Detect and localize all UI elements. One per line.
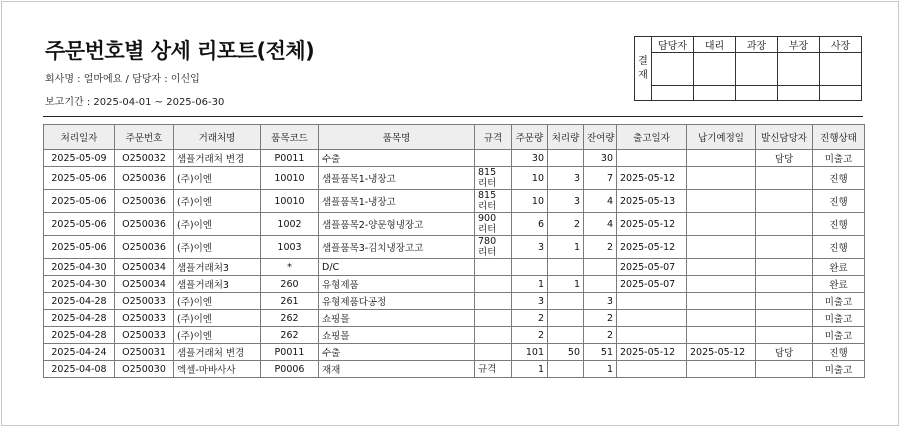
cell-remain: 3 bbox=[584, 293, 617, 310]
cell-client: (주)이엔 bbox=[174, 293, 261, 310]
cell-mgr bbox=[756, 213, 813, 236]
cell-remain bbox=[584, 276, 617, 293]
cell-date: 2025-04-30 bbox=[44, 259, 115, 276]
cell-done bbox=[548, 327, 584, 344]
approval-sign-cell bbox=[694, 53, 736, 86]
cell-item: 샘플품목1-냉장고 bbox=[319, 167, 475, 190]
cell-due: 2025-05-12 bbox=[687, 344, 756, 361]
cell-mgr bbox=[756, 361, 813, 378]
cell-spec bbox=[475, 276, 512, 293]
cell-date: 2025-05-06 bbox=[44, 167, 115, 190]
cell-order: O250033 bbox=[115, 310, 174, 327]
cell-remain: 4 bbox=[584, 213, 617, 236]
cell-status: 진행 bbox=[813, 213, 865, 236]
table-row bbox=[44, 213, 865, 236]
col-header: 납기예정일 bbox=[687, 125, 756, 150]
cell-date: 2025-04-28 bbox=[44, 310, 115, 327]
cell-code: 261 bbox=[261, 293, 319, 310]
cell-status: 진행 bbox=[813, 190, 865, 213]
cell-done bbox=[548, 310, 584, 327]
cell-spec bbox=[475, 344, 512, 361]
cell-mgr bbox=[756, 259, 813, 276]
cell-due bbox=[687, 276, 756, 293]
cell-client: 샘플거래처 변경 bbox=[174, 150, 261, 167]
cell-date: 2025-05-09 bbox=[44, 150, 115, 167]
cell-mgr bbox=[756, 327, 813, 344]
cell-mgr bbox=[756, 293, 813, 310]
table-row bbox=[44, 167, 865, 190]
table-row bbox=[44, 327, 865, 344]
cell-ship: 2025-05-12 bbox=[617, 213, 687, 236]
cell-order: O250034 bbox=[115, 259, 174, 276]
cell-status: 미출고 bbox=[813, 293, 865, 310]
cell-spec: 900 리터 bbox=[475, 213, 512, 236]
cell-order: O250036 bbox=[115, 236, 174, 259]
cell-client: 엑셀-마바사사 bbox=[174, 361, 261, 378]
cell-qty: 6 bbox=[512, 213, 548, 236]
col-header: 품목코드 bbox=[261, 125, 319, 150]
cell-done: 1 bbox=[548, 276, 584, 293]
cell-qty: 10 bbox=[512, 190, 548, 213]
cell-mgr bbox=[756, 190, 813, 213]
cell-order: O250030 bbox=[115, 361, 174, 378]
cell-item: 쇼핑몰 bbox=[319, 327, 475, 344]
cell-item: 샘플품목3-김치냉장고고 bbox=[319, 236, 475, 259]
cell-due bbox=[687, 213, 756, 236]
cell-order: O250031 bbox=[115, 344, 174, 361]
cell-spec bbox=[475, 327, 512, 344]
col-header: 품목명 bbox=[319, 125, 475, 150]
table-row bbox=[44, 276, 865, 293]
col-header: 잔여량 bbox=[584, 125, 617, 150]
cell-spec bbox=[475, 150, 512, 167]
cell-client: (주)이엔 bbox=[174, 213, 261, 236]
cell-done: 3 bbox=[548, 190, 584, 213]
approval-role: 과장 bbox=[736, 37, 778, 53]
cell-done bbox=[548, 150, 584, 167]
cell-qty: 3 bbox=[512, 293, 548, 310]
cell-mgr: 담당 bbox=[756, 344, 813, 361]
cell-spec bbox=[475, 259, 512, 276]
cell-ship: 2025-05-07 bbox=[617, 259, 687, 276]
cell-status: 미출고 bbox=[813, 310, 865, 327]
approval-role: 부장 bbox=[778, 37, 820, 53]
cell-code: 10010 bbox=[261, 190, 319, 213]
cell-spec: 815 리터 bbox=[475, 190, 512, 213]
cell-client: (주)이엔 bbox=[174, 190, 261, 213]
cell-date: 2025-04-24 bbox=[44, 344, 115, 361]
cell-item: 쇼핑몰 bbox=[319, 310, 475, 327]
cell-client: (주)이엔 bbox=[174, 167, 261, 190]
cell-spec bbox=[475, 310, 512, 327]
cell-qty: 10 bbox=[512, 167, 548, 190]
cell-order: O250036 bbox=[115, 167, 174, 190]
cell-order: O250036 bbox=[115, 213, 174, 236]
cell-item: 샘플품목1-냉장고 bbox=[319, 190, 475, 213]
approval-role: 사장 bbox=[820, 37, 862, 53]
cell-order: O250032 bbox=[115, 150, 174, 167]
table-row bbox=[44, 190, 865, 213]
cell-code: P0011 bbox=[261, 150, 319, 167]
cell-remain bbox=[584, 259, 617, 276]
cell-code: 1002 bbox=[261, 213, 319, 236]
cell-date: 2025-05-06 bbox=[44, 213, 115, 236]
col-header: 진행상태 bbox=[813, 125, 865, 150]
cell-remain: 2 bbox=[584, 310, 617, 327]
cell-remain: 2 bbox=[584, 236, 617, 259]
cell-due bbox=[687, 150, 756, 167]
table-row bbox=[44, 344, 865, 361]
approval-date-cell bbox=[652, 86, 694, 101]
cell-qty: 3 bbox=[512, 236, 548, 259]
col-header: 처리량 bbox=[548, 125, 584, 150]
cell-remain: 4 bbox=[584, 190, 617, 213]
cell-due bbox=[687, 361, 756, 378]
col-header: 출고일자 bbox=[617, 125, 687, 150]
cell-due bbox=[687, 327, 756, 344]
cell-item: 수출 bbox=[319, 344, 475, 361]
cell-spec: 815 리터 bbox=[475, 167, 512, 190]
cell-ship: 2025-05-12 bbox=[617, 167, 687, 190]
cell-code: P0006 bbox=[261, 361, 319, 378]
cell-status: 미출고 bbox=[813, 150, 865, 167]
cell-ship bbox=[617, 150, 687, 167]
approval-side-label: 결 재 bbox=[635, 37, 652, 101]
cell-qty: 1 bbox=[512, 361, 548, 378]
cell-status: 완료 bbox=[813, 276, 865, 293]
table-row bbox=[44, 293, 865, 310]
cell-client: (주)이엔 bbox=[174, 310, 261, 327]
cell-date: 2025-04-28 bbox=[44, 293, 115, 310]
cell-item: 재재 bbox=[319, 361, 475, 378]
cell-client: 샘플거래처3 bbox=[174, 276, 261, 293]
cell-qty: 2 bbox=[512, 327, 548, 344]
header-divider bbox=[43, 116, 863, 117]
cell-date: 2025-05-06 bbox=[44, 236, 115, 259]
order-detail-table bbox=[43, 124, 865, 378]
cell-date: 2025-04-28 bbox=[44, 327, 115, 344]
approval-date-cell bbox=[736, 86, 778, 101]
cell-code: 10010 bbox=[261, 167, 319, 190]
cell-item: 유형제품 bbox=[319, 276, 475, 293]
col-header: 처리일자 bbox=[44, 125, 115, 150]
cell-ship: 2025-05-12 bbox=[617, 344, 687, 361]
col-header: 거래처명 bbox=[174, 125, 261, 150]
cell-order: O250034 bbox=[115, 276, 174, 293]
cell-done bbox=[548, 361, 584, 378]
approval-sign-cell bbox=[820, 53, 862, 86]
table-row bbox=[44, 310, 865, 327]
cell-item: 수출 bbox=[319, 150, 475, 167]
approval-box bbox=[634, 36, 862, 101]
cell-qty: 2 bbox=[512, 310, 548, 327]
col-header: 주문량 bbox=[512, 125, 548, 150]
cell-due bbox=[687, 236, 756, 259]
approval-sign-cell bbox=[736, 53, 778, 86]
cell-code: 262 bbox=[261, 310, 319, 327]
cell-status: 진행 bbox=[813, 344, 865, 361]
cell-remain: 30 bbox=[584, 150, 617, 167]
cell-spec: 규격 bbox=[475, 361, 512, 378]
cell-client: (주)이엔 bbox=[174, 327, 261, 344]
cell-code: 262 bbox=[261, 327, 319, 344]
company-manager-line: 회사명 : 얼마에요 / 담당자 : 이신입 bbox=[45, 74, 200, 85]
cell-date: 2025-04-08 bbox=[44, 361, 115, 378]
cell-item: 샘플품목2-양문형냉장고 bbox=[319, 213, 475, 236]
report-title: 주문번호별 상세 리포트(전체) bbox=[45, 39, 315, 63]
cell-mgr: 담당 bbox=[756, 150, 813, 167]
cell-done bbox=[548, 259, 584, 276]
table-header-row bbox=[44, 125, 865, 150]
cell-mgr bbox=[756, 276, 813, 293]
cell-item: 유형제품다공정 bbox=[319, 293, 475, 310]
cell-remain: 7 bbox=[584, 167, 617, 190]
cell-done: 50 bbox=[548, 344, 584, 361]
cell-due bbox=[687, 293, 756, 310]
cell-ship: 2025-05-07 bbox=[617, 276, 687, 293]
cell-client: (주)이엔 bbox=[174, 236, 261, 259]
cell-done: 2 bbox=[548, 213, 584, 236]
cell-due bbox=[687, 310, 756, 327]
cell-qty: 30 bbox=[512, 150, 548, 167]
col-header: 주문번호 bbox=[115, 125, 174, 150]
cell-due bbox=[687, 190, 756, 213]
cell-qty: 1 bbox=[512, 276, 548, 293]
cell-ship: 2025-05-12 bbox=[617, 236, 687, 259]
cell-ship bbox=[617, 293, 687, 310]
approval-date-cell bbox=[820, 86, 862, 101]
col-header: 발신담당자 bbox=[756, 125, 813, 150]
cell-spec bbox=[475, 293, 512, 310]
cell-code: * bbox=[261, 259, 319, 276]
cell-due bbox=[687, 259, 756, 276]
cell-mgr bbox=[756, 310, 813, 327]
cell-code: 260 bbox=[261, 276, 319, 293]
approval-role: 담당자 bbox=[652, 37, 694, 53]
approval-date-cell bbox=[694, 86, 736, 101]
cell-remain: 51 bbox=[584, 344, 617, 361]
cell-ship bbox=[617, 327, 687, 344]
cell-done bbox=[548, 293, 584, 310]
approval-sign-cell bbox=[652, 53, 694, 86]
cell-qty bbox=[512, 259, 548, 276]
approval-role: 대리 bbox=[694, 37, 736, 53]
table-row bbox=[44, 150, 865, 167]
cell-due bbox=[687, 167, 756, 190]
table-row bbox=[44, 236, 865, 259]
cell-date: 2025-04-30 bbox=[44, 276, 115, 293]
cell-status: 진행 bbox=[813, 167, 865, 190]
cell-status: 진행 bbox=[813, 236, 865, 259]
cell-date: 2025-05-06 bbox=[44, 190, 115, 213]
table-row bbox=[44, 259, 865, 276]
cell-done: 3 bbox=[548, 167, 584, 190]
cell-ship bbox=[617, 361, 687, 378]
cell-item: D/C bbox=[319, 259, 475, 276]
col-header: 규격 bbox=[475, 125, 512, 150]
cell-status: 미출고 bbox=[813, 361, 865, 378]
cell-spec: 780 리터 bbox=[475, 236, 512, 259]
approval-sign-cell bbox=[778, 53, 820, 86]
cell-order: O250033 bbox=[115, 293, 174, 310]
cell-client: 샘플거래처3 bbox=[174, 259, 261, 276]
cell-ship: 2025-05-13 bbox=[617, 190, 687, 213]
cell-client: 샘플거래처 변경 bbox=[174, 344, 261, 361]
cell-mgr bbox=[756, 236, 813, 259]
report-page bbox=[1, 1, 899, 426]
cell-code: 1003 bbox=[261, 236, 319, 259]
cell-mgr bbox=[756, 167, 813, 190]
cell-order: O250033 bbox=[115, 327, 174, 344]
cell-ship bbox=[617, 310, 687, 327]
cell-order: O250036 bbox=[115, 190, 174, 213]
cell-done: 1 bbox=[548, 236, 584, 259]
cell-code: P0011 bbox=[261, 344, 319, 361]
cell-remain: 2 bbox=[584, 327, 617, 344]
cell-status: 미출고 bbox=[813, 327, 865, 344]
table-row bbox=[44, 361, 865, 378]
cell-remain: 1 bbox=[584, 361, 617, 378]
cell-status: 완료 bbox=[813, 259, 865, 276]
report-period-line: 보고기간 : 2025-04-01 ~ 2025-06-30 bbox=[45, 97, 225, 108]
cell-qty: 101 bbox=[512, 344, 548, 361]
approval-date-cell bbox=[778, 86, 820, 101]
